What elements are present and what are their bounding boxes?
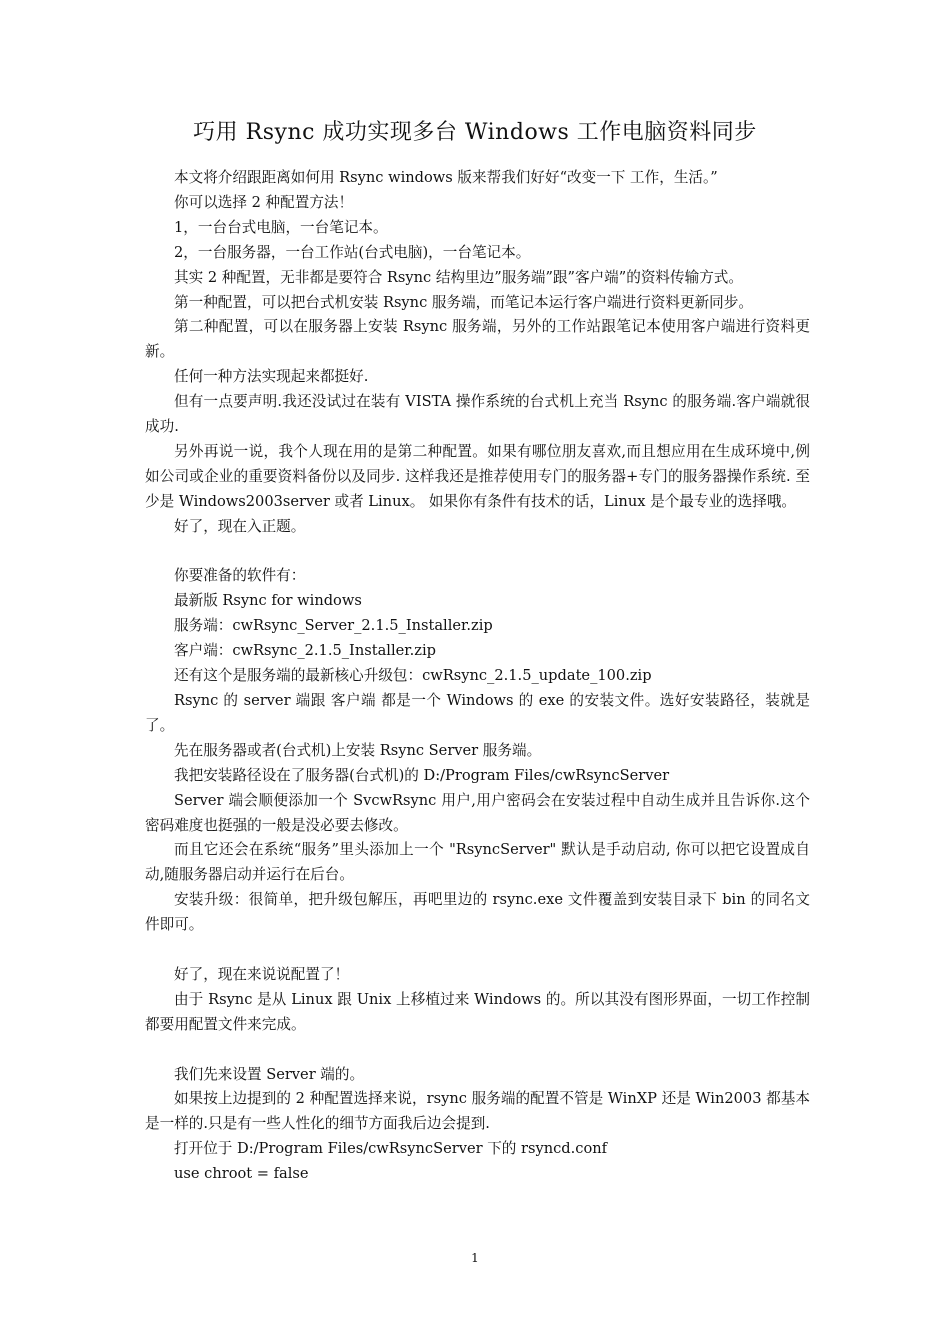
paragraph: 最新版 Rsync for windows bbox=[174, 592, 362, 610]
paragraph: Server 端会顺便添加一个 SvcwRsync 用户,用户密码会在安装过程中自动生成并且告诉你.这个密码难度也挺强的一般是没必要去修改。 bbox=[145, 791, 810, 834]
paragraph: 先在服务器或者(台式机)上安装 Rsync Server 服务端。 bbox=[174, 741, 542, 759]
paragraph: 你可以选择 2 种配置方法！ bbox=[174, 193, 354, 211]
paragraph: Rsync 的 server 端跟 客户端 都是一个 Windows 的 exe 的安装文件。选好安装路径，装就是了。 bbox=[145, 692, 810, 734]
document-body bbox=[145, 166, 810, 1187]
paragraph: 第二种配置，可以在服务器上安装 Rsync 服务端，另外的工作站跟笔记本使用客户端进行资料更新。 bbox=[145, 318, 810, 361]
paragraph: 服务端：cwRsync_Server_2.1.5_Installer.zip bbox=[174, 617, 493, 635]
paragraph: 但有一点要声明.我还没试过在装有 VISTA 操作系统的台式机上充当 Rsync 的服务端.客户端就很成功. bbox=[145, 393, 810, 436]
paragraph: 还有这个是服务端的最新核心升级包：cwRsync_2.1.5_update_100.zip bbox=[174, 667, 652, 685]
paragraph: 我们先来设置 Server 端的。 bbox=[174, 1065, 365, 1083]
paragraph: 任何一种方法实现起来都挺好. bbox=[174, 368, 369, 386]
blank-line bbox=[145, 540, 810, 565]
paragraph: 由于 Rsync 是从 Linux 跟 Unix 上移植过来 Windows 的。所以其没有图形界面，一切工作控制都要用配置文件来完成。 bbox=[145, 990, 810, 1033]
document-title: 巧用 Rsync 成功实现多台 Windows 工作电脑资料同步 bbox=[193, 120, 757, 145]
paragraph: 安装升级：很简单，把升级包解压，再吧里边的 rsync.exe 文件覆盖到安装目录下 bin 的同名文件即可。 bbox=[145, 891, 810, 934]
paragraph: 第一种配置，可以把台式机安装 Rsync 服务端，而笔记本运行客户端进行资料更新同步。 bbox=[174, 293, 753, 311]
blank-line bbox=[145, 938, 810, 963]
paragraph: 你要准备的软件有： bbox=[174, 567, 306, 585]
page-number: 1 bbox=[471, 1251, 479, 1265]
paragraph: 2，一台服务器，一台工作站(台式电脑)，一台笔记本。 bbox=[174, 243, 531, 261]
paragraph: 本文将介绍跟距离如何用 Rsync windows 版来帮我们好好“改变一下 工作，生活。” bbox=[174, 169, 718, 186]
paragraph: 其实 2 种配置，无非都是要符合 Rsync 结构里边”服务端”跟”客户端”的资料传输方式。 bbox=[174, 268, 743, 286]
paragraph: 好了，现在来说说配置了！ bbox=[174, 965, 350, 983]
paragraph: 另外再说一说，我个人现在用的是第二种配置。如果有哪位朋友喜欢,而且想应用在生成环境中,例如公司或企业的重要资料备份以及同步. 这样我还是推荐使用专门的服务器+专门的服务器操作系统. 至少是 Windows2003server 或者 Linux。 如果你有条件有技术的话，Linux 是个最专业的选择哦。 bbox=[145, 442, 810, 510]
paragraph: 如果按上边提到的 2 种配置选择来说，rsync 服务端的配置不管是 WinXP 还是 Win2003 都基本是一样的.只是有一些人性化的细节方面我后边会提到. bbox=[145, 1090, 810, 1133]
paragraph: 打开位于 D:/Program Files/cwRsyncServer 下的 rsyncd.conf bbox=[174, 1140, 608, 1158]
paragraph: 好了，现在入正题。 bbox=[174, 517, 306, 535]
paragraph: use chroot = false bbox=[174, 1165, 309, 1183]
paragraph: 而且它还会在系统“服务”里头添加上一个 "RsyncServer" 默认是手动启动, 你可以把它设置成自动,随服务器启动并运行在后台。 bbox=[145, 841, 810, 884]
paragraph: 我把安装路径设在了服务器(台式机)的 D:/Program Files/cwRsyncServer bbox=[174, 766, 670, 784]
paragraph: 客户端：cwRsync_2.1.5_Installer.zip bbox=[174, 642, 436, 660]
paragraph: 1，一台台式电脑，一台笔记本。 bbox=[174, 218, 388, 236]
blank-line bbox=[145, 1038, 810, 1063]
